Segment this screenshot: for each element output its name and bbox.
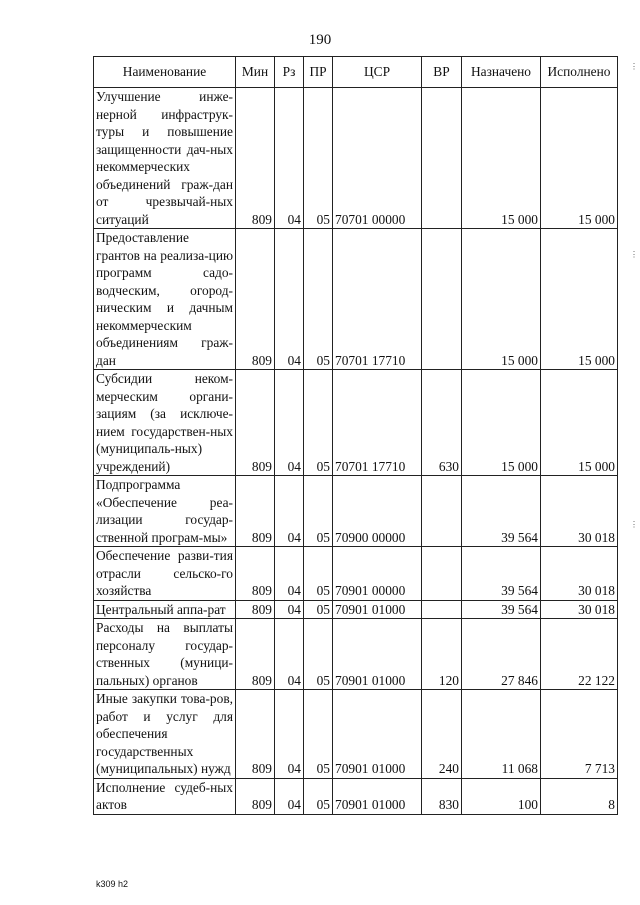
row-rz: 04 bbox=[275, 619, 304, 690]
row-csr: 70901 01000 bbox=[333, 778, 422, 814]
row-rz: 04 bbox=[275, 547, 304, 601]
row-rz: 04 bbox=[275, 370, 304, 476]
row-pr: 05 bbox=[304, 600, 333, 619]
row-name: Субсидии неком-мерческим органи-зациям (за исключе-нием государствен-ных (муниципаль-ных) учреждений) bbox=[94, 370, 236, 476]
row-csr: 70901 00000 bbox=[333, 547, 422, 601]
row-vr bbox=[422, 88, 462, 229]
row-pr: 05 bbox=[304, 370, 333, 476]
row-min: 809 bbox=[236, 229, 275, 370]
row-vr bbox=[422, 476, 462, 547]
row-csr: 70901 01000 bbox=[333, 690, 422, 779]
table-header-row bbox=[94, 57, 618, 88]
row-csr: 70701 17710 bbox=[333, 370, 422, 476]
row-assigned: 15 000 bbox=[462, 88, 541, 229]
scan-edge-mark: ⋮ bbox=[630, 250, 638, 259]
row-min: 809 bbox=[236, 370, 275, 476]
row-name: Исполнение судеб-ных актов bbox=[94, 778, 236, 814]
row-csr: 70901 01000 bbox=[333, 619, 422, 690]
header-rz: Рз bbox=[275, 57, 304, 88]
row-assigned: 39 564 bbox=[462, 547, 541, 601]
table-row bbox=[94, 778, 618, 814]
row-assigned: 100 bbox=[462, 778, 541, 814]
row-assigned: 15 000 bbox=[462, 229, 541, 370]
table-row bbox=[94, 370, 618, 476]
row-name: Обеспечение разви-тия отрасли сельско-го хозяйства bbox=[94, 547, 236, 601]
row-pr: 05 bbox=[304, 229, 333, 370]
row-executed: 22 122 bbox=[541, 619, 618, 690]
row-min: 809 bbox=[236, 619, 275, 690]
row-assigned: 39 564 bbox=[462, 600, 541, 619]
row-pr: 05 bbox=[304, 690, 333, 779]
row-assigned: 15 000 bbox=[462, 370, 541, 476]
scan-edge-mark: ⋮ bbox=[630, 62, 638, 71]
row-vr bbox=[422, 547, 462, 601]
row-assigned: 27 846 bbox=[462, 619, 541, 690]
table-row bbox=[94, 547, 618, 601]
scan-edge-mark: ⋮ bbox=[630, 520, 638, 529]
table-row bbox=[94, 600, 618, 619]
row-assigned: 11 068 bbox=[462, 690, 541, 779]
row-csr: 70900 00000 bbox=[333, 476, 422, 547]
document-code: k309 h2 bbox=[96, 879, 129, 889]
header-assigned: Назначено bbox=[462, 57, 541, 88]
row-csr: 70901 01000 bbox=[333, 600, 422, 619]
table-row bbox=[94, 476, 618, 547]
row-rz: 04 bbox=[275, 88, 304, 229]
row-executed: 30 018 bbox=[541, 476, 618, 547]
header-executed: Исполнено bbox=[541, 57, 618, 88]
row-pr: 05 bbox=[304, 619, 333, 690]
row-min: 809 bbox=[236, 600, 275, 619]
header-csr: ЦСР bbox=[333, 57, 422, 88]
row-vr bbox=[422, 600, 462, 619]
row-rz: 04 bbox=[275, 229, 304, 370]
row-rz: 04 bbox=[275, 600, 304, 619]
row-executed: 7 713 bbox=[541, 690, 618, 779]
row-rz: 04 bbox=[275, 778, 304, 814]
row-pr: 05 bbox=[304, 88, 333, 229]
table-row bbox=[94, 690, 618, 779]
row-executed: 8 bbox=[541, 778, 618, 814]
row-name: Предоставление грантов на реализа-цию программ садо-водческим, огород-ническим и дачным некоммерческим объединениям граж-дан bbox=[94, 229, 236, 370]
row-executed: 30 018 bbox=[541, 600, 618, 619]
header-name: Наименование bbox=[94, 57, 236, 88]
row-rz: 04 bbox=[275, 476, 304, 547]
page-number: 190 bbox=[308, 32, 332, 48]
row-executed: 15 000 bbox=[541, 370, 618, 476]
header-pr: ПР bbox=[304, 57, 333, 88]
row-name: Иные закупки това-ров, работ и услуг для обеспечения государственных (муниципальных) нужд bbox=[94, 690, 236, 779]
row-executed: 15 000 bbox=[541, 88, 618, 229]
row-csr: 70701 17710 bbox=[333, 229, 422, 370]
row-vr: 240 bbox=[422, 690, 462, 779]
table-row bbox=[94, 229, 618, 370]
row-executed: 15 000 bbox=[541, 229, 618, 370]
table-row bbox=[94, 88, 618, 229]
row-csr: 70701 00000 bbox=[333, 88, 422, 229]
row-pr: 05 bbox=[304, 547, 333, 601]
row-assigned: 39 564 bbox=[462, 476, 541, 547]
table-row bbox=[94, 619, 618, 690]
row-pr: 05 bbox=[304, 476, 333, 547]
row-executed: 30 018 bbox=[541, 547, 618, 601]
row-name: Подпрограмма «Обеспечение реа-лизации государ-ственной програм-мы» bbox=[94, 476, 236, 547]
row-vr: 630 bbox=[422, 370, 462, 476]
header-vr: ВР bbox=[422, 57, 462, 88]
row-min: 809 bbox=[236, 88, 275, 229]
row-vr bbox=[422, 229, 462, 370]
row-name: Расходы на выплаты персоналу государ-ственных (муници-пальных) органов bbox=[94, 619, 236, 690]
row-pr: 05 bbox=[304, 778, 333, 814]
row-vr: 120 bbox=[422, 619, 462, 690]
row-min: 809 bbox=[236, 778, 275, 814]
row-min: 809 bbox=[236, 547, 275, 601]
budget-table bbox=[93, 56, 618, 815]
row-name: Центральный аппа-рат bbox=[94, 600, 236, 619]
header-min: Мин bbox=[236, 57, 275, 88]
row-min: 809 bbox=[236, 690, 275, 779]
row-name: Улучшение инже-нерной инфраструк-туры и повышение защищенности дач-ных некоммерческих объединений граж-дан от чрезвычай-ных ситуаций bbox=[94, 88, 236, 229]
row-vr: 830 bbox=[422, 778, 462, 814]
row-min: 809 bbox=[236, 476, 275, 547]
row-rz: 04 bbox=[275, 690, 304, 779]
